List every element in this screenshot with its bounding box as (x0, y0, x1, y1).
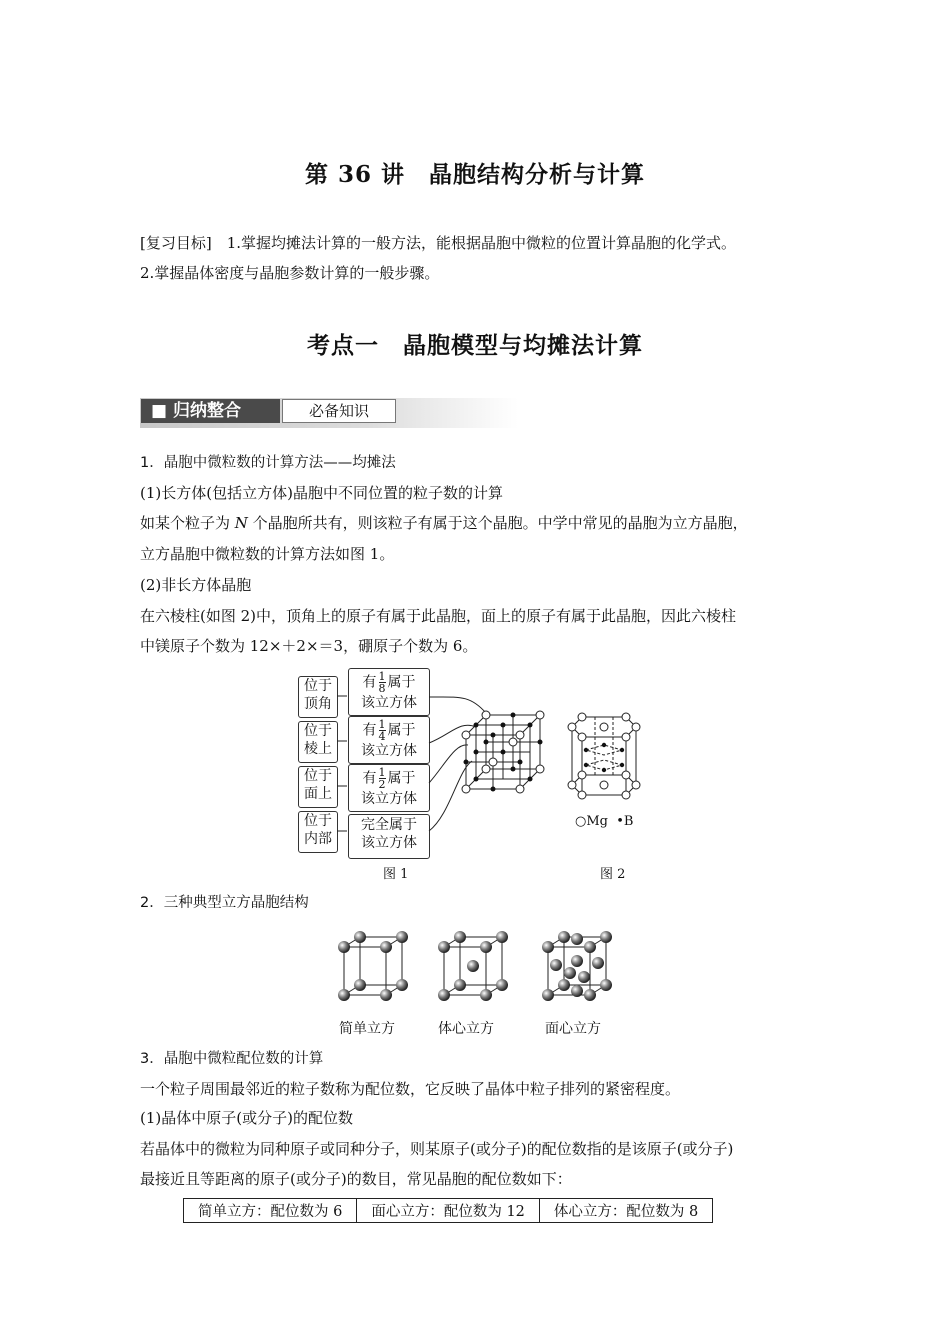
s1-paragraph1: 如某个粒子为 N 个晶胞所共有，则该粒子有属于这个晶胞。中学中常见的晶胞为立方晶胞， (140, 514, 748, 532)
page-title: 第 36 讲 晶胞结构分析与计算 (304, 161, 646, 188)
coordination-table (183, 1198, 713, 1223)
s1-sub1: (1)长方体(包括立方体)晶胞中不同位置的粒子数的计算 (140, 484, 503, 502)
s3-paragraph1: 一个粒子周围最邻近的粒子数称为配位数，它反映了晶体中粒子排列的紧密程度。 (140, 1080, 681, 1098)
s3-sub1: (1)晶体中原子(或分子)的配位数 (140, 1109, 353, 1127)
s1-paragraph2: 立方晶胞中微粒数的计算方法如图 1。 (140, 545, 395, 563)
banner-summary-label: ■ 归纳整合 (141, 399, 280, 423)
label-body-centered: 体心立方 (438, 1021, 494, 1037)
banner-knowledge-label: 必备知识 (282, 399, 396, 423)
s3-paragraph3: 最接近且等距离的原子(或分子)的数目，常见晶胞的配位数如下： (140, 1170, 572, 1188)
var-n: N (234, 514, 248, 532)
review-goals-text1: 1.掌握均摊法计算的一般方法，能根据晶胞中微粒的位置计算晶胞的化学式。 (211, 234, 737, 252)
fig1-pos-edge: 位于 棱上 (298, 721, 338, 763)
fig1-pos-inner: 位于 内部 (298, 811, 338, 853)
s1-sub2: (2)非长方体晶胞 (140, 576, 252, 594)
s1-paragraph3: 在六棱柱(如图 2)中，顶角上的原子有属于此晶胞，面上的原子有属于此晶胞，因此六棱柱 (140, 607, 737, 625)
fig1-share-inner: 完全属于 该立方体 (348, 814, 430, 859)
fig1-share-corner: 有 $\frac{1}{8}$ 属于 该立方体 (348, 668, 430, 716)
fig2-caption: 图 2 (600, 867, 626, 882)
legend-mg: ○Mg (575, 814, 608, 829)
s1-paragraph4: 中镁原子个数为 12×＋2×＝3，硼原子个数为 6。 (140, 637, 478, 655)
s1-heading: 1．晶胞中微粒数的计算方法——均摊法 (140, 455, 396, 471)
review-goals-line1 (140, 233, 736, 253)
s3-heading: 3．晶胞中微粒配位数的计算 (140, 1051, 324, 1067)
review-goals-tag: [复习目标] (140, 234, 212, 252)
fig1-share-face: 有 $\frac{1}{2}$ 属于 该立方体 (348, 764, 430, 812)
table-row (184, 1199, 713, 1223)
label-simple-cubic: 简单立方 (339, 1021, 395, 1037)
fig1-share-edge: 有 $\frac{1}{4}$ 属于 该立方体 (348, 716, 430, 764)
fig1-pos-face: 位于 面上 (298, 766, 338, 808)
table-cell-simple: 简单立方：配位数为 6 (184, 1199, 357, 1223)
fig1-caption: 图 1 (383, 867, 409, 882)
table-cell-bcc: 体心立方：配位数为 8 (539, 1199, 712, 1223)
table-cell-fcc: 面心立方：配位数为 12 (357, 1199, 540, 1223)
legend-b: •B (616, 814, 634, 829)
section-title: 考点一 晶胞模型与均摊法计算 (307, 332, 643, 359)
s2-heading: 2．三种典型立方晶胞结构 (140, 895, 309, 911)
review-goals-line2: 2.掌握晶体密度与晶胞参数计算的一般步骤。 (140, 264, 440, 282)
fig1-fig2-diagram (290, 665, 670, 865)
s3-paragraph2: 若晶体中的微粒为同种原子或同种分子，则某原子(或分子)的配位数指的是该原子(或分子) (140, 1140, 734, 1158)
fig1-pos-corner: 位于 顶角 (298, 676, 338, 718)
cubic-cells-diagram (330, 925, 620, 1015)
fig2-legend (575, 814, 633, 829)
label-face-centered: 面心立方 (545, 1021, 601, 1037)
